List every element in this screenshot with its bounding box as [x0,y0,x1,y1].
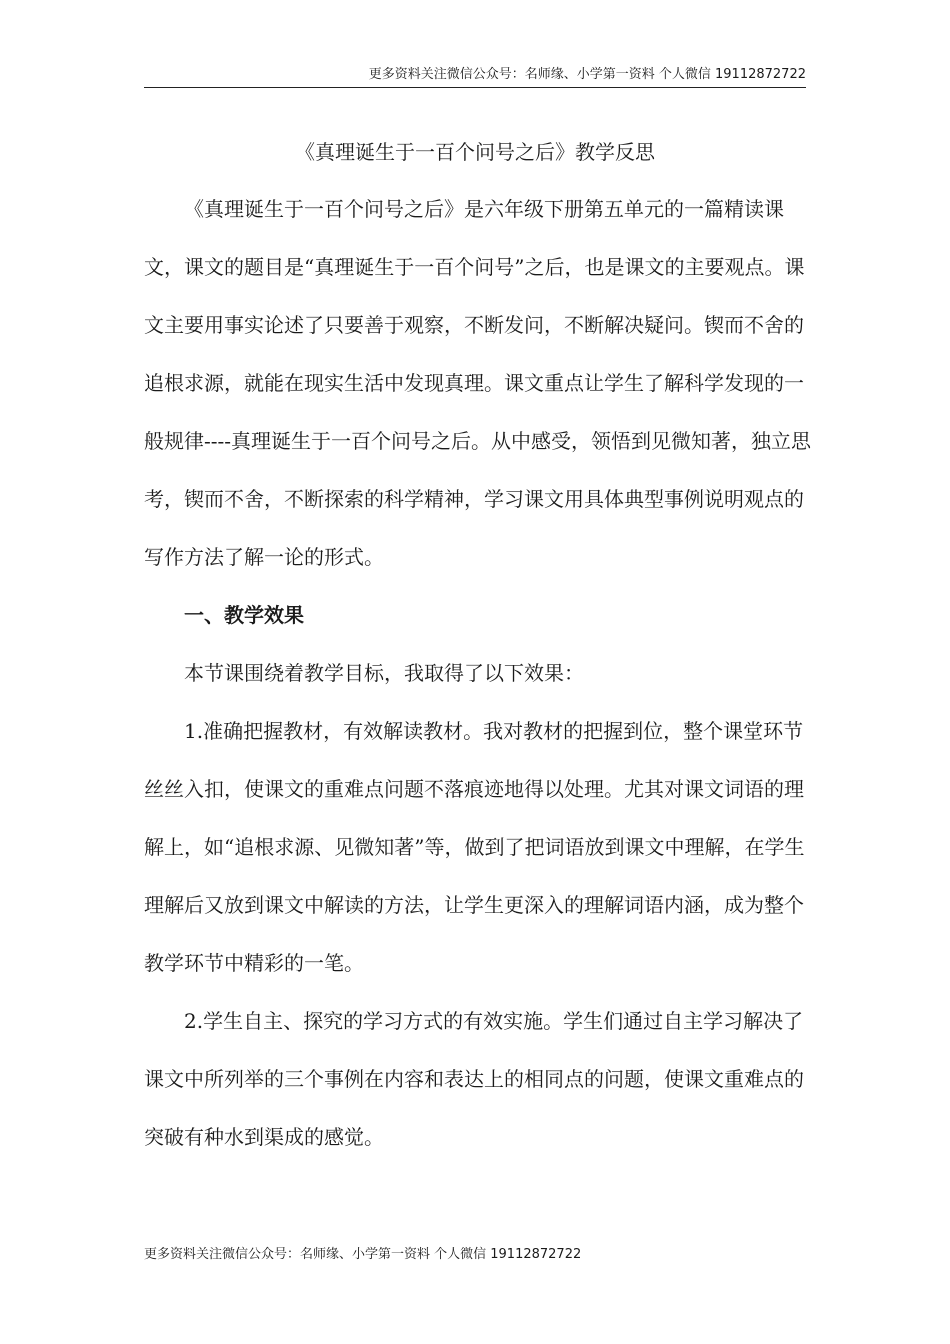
intro-paragraph: 《真理诞生于一百个问号之后》是六年级下册第五单元的一篇精读课文，课文的题目是“真理诞生于一百个问号”之后，也是课文的主要观点。课文主要用事实论述了只要善于观察，不断发问，不断解决疑问。锲而不舍的追根求源，就能在现实生活中发现真理。课文重点让学生了解科学发现的一般规律----真理诞生于一百个问号之后。从中感受，领悟到见微知著，独立思考，锲而不舍，不断探索的科学精神，学习课文用具体典型事例说明观点的写作方法了解一论的形式。 [144,197,812,569]
header-rule [144,87,806,88]
document-body [144,180,812,1166]
section-heading-teaching-effect: 一、教学效果 [184,603,304,627]
page-footer: 更多资料关注微信公众号：名师缘、小学第一资料 个人微信 19112872722 [144,1247,582,1262]
effect-point-1: 1.准确把握教材，有效解读教材。我对教材的把握到位，整个课堂环节丝丝入扣，使课文的重难点问题不落痕迹地得以处理。尤其对课文词语的理解上，如“追根求源、见微知著”等，做到了把词语放到课文中理解，在学生理解后又放到课文中解读的方法，让学生更深入的理解词语内涵，成为整个教学环节中精彩的一笔。 [144,719,805,975]
effect-point-2: 2.学生自主、探究的学习方式的有效实施。学生们通过自主学习解决了课文中所列举的三个事例在内容和表达上的相同点的问题，使课文重难点的突破有种水到渠成的感觉。 [144,1009,804,1149]
document-title: 《真理诞生于一百个问号之后》教学反思 [295,140,655,164]
page-header: 更多资料关注微信公众号：名师缘、小学第一资料 个人微信 19112872722 [368,67,806,82]
effect-intro-paragraph: 本节课围绕着教学目标，我取得了以下效果： [184,661,584,685]
